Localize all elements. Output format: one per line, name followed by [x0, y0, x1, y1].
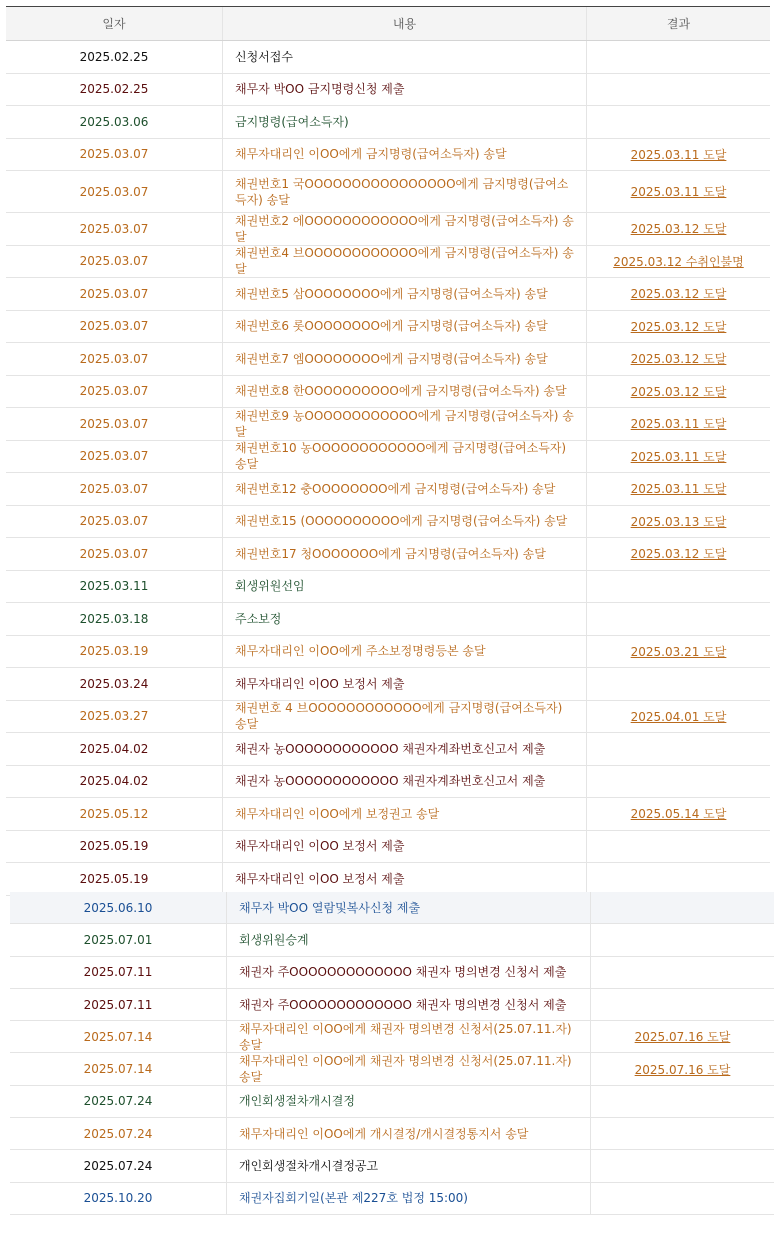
- row-date: 2025.07.14: [10, 1021, 227, 1052]
- table-row: [6, 798, 770, 831]
- row-result-cell: [591, 1118, 774, 1149]
- row-date: 2025.07.24: [10, 1118, 227, 1149]
- row-date: 2025.03.07: [6, 376, 223, 408]
- row-content: 채무자대리인 이OO 보정서 제출: [223, 831, 587, 863]
- row-date: 2025.03.07: [6, 538, 223, 570]
- row-result-cell: [591, 1183, 774, 1214]
- row-date: 2025.07.11: [10, 957, 227, 988]
- row-date: 2025.03.06: [6, 106, 223, 138]
- row-result-cell: [587, 863, 770, 895]
- row-date: 2025.03.07: [6, 473, 223, 505]
- row-date: 2025.03.11: [6, 571, 223, 603]
- table-row: [6, 246, 770, 279]
- row-result-cell: [591, 1053, 774, 1084]
- case-history-table-continued: [10, 892, 774, 1215]
- table-row: [6, 701, 770, 734]
- row-content: 채권자집회기일(본관 제227호 법정 15:00): [227, 1183, 591, 1214]
- table-row: [6, 538, 770, 571]
- row-result-link[interactable]: 2025.03.13 도달: [630, 514, 727, 529]
- case-history-table: [6, 6, 770, 896]
- table-row: [10, 1150, 774, 1182]
- row-result-link[interactable]: 2025.03.12 도달: [630, 287, 727, 302]
- row-result-cell: [587, 278, 770, 310]
- row-result-cell: [587, 106, 770, 138]
- table-row: [6, 441, 770, 474]
- table-row: [6, 831, 770, 864]
- row-content: 채권번호8 한OOOOOOOOOO에게 금지명령(급여소득자) 송달: [223, 376, 587, 408]
- row-content: 회생위원선임: [223, 571, 587, 603]
- row-result-cell: [587, 766, 770, 798]
- table-row: [6, 571, 770, 604]
- row-result-cell: [587, 139, 770, 171]
- row-date: 2025.03.07: [6, 311, 223, 343]
- table-row: [6, 343, 770, 376]
- row-date: 2025.03.07: [6, 139, 223, 171]
- row-result-link[interactable]: 2025.03.12 도달: [630, 319, 727, 334]
- row-result-link[interactable]: 2025.03.12 도달: [630, 384, 727, 399]
- row-content: 채무자대리인 이OO에게 채권자 명의변경 신청서(25.07.11.자) 송달: [227, 1021, 591, 1052]
- row-result-cell: [587, 376, 770, 408]
- row-content: 채권번호4 브OOOOOOOOOOOO에게 금지명령(급여소득자) 송달: [223, 246, 587, 278]
- row-result-cell: [587, 171, 770, 212]
- row-content: 금지명령(급여소득자): [223, 106, 587, 138]
- table-row: [6, 473, 770, 506]
- row-result-cell: [591, 957, 774, 988]
- row-result-cell: [587, 538, 770, 570]
- row-content: 채권번호17 청OOOOOOO에게 금지명령(급여소득자) 송달: [223, 538, 587, 570]
- row-date: 2025.03.18: [6, 603, 223, 635]
- table-row: [6, 41, 770, 74]
- row-content: 채무자대리인 이OO에게 보정권고 송달: [223, 798, 587, 830]
- row-result-cell: [587, 408, 770, 440]
- table-row: [6, 376, 770, 409]
- row-result-cell: [587, 441, 770, 473]
- row-content: 채무자 박OO 열람및복사신청 제출: [227, 892, 591, 923]
- row-result-cell: [591, 1021, 774, 1052]
- row-date: 2025.03.07: [6, 408, 223, 440]
- row-date: 2025.03.07: [6, 343, 223, 375]
- table-body-continued: [10, 892, 774, 1215]
- table-row: [6, 668, 770, 701]
- table-row: [10, 1086, 774, 1118]
- table-row: [10, 1021, 774, 1053]
- row-date: 2025.04.02: [6, 733, 223, 765]
- table-row: [6, 506, 770, 539]
- row-date: 2025.03.07: [6, 278, 223, 310]
- row-result-link[interactable]: 2025.03.12 수취인불명: [613, 254, 744, 269]
- row-date: 2025.03.27: [6, 701, 223, 733]
- row-result-link[interactable]: 2025.03.11 도달: [630, 185, 727, 199]
- row-result-cell: [587, 343, 770, 375]
- row-content: 신청서접수: [223, 41, 587, 73]
- row-content: 채권번호2 에OOOOOOOOOOOO에게 금지명령(급여소득자) 송달: [223, 213, 587, 245]
- row-content: 채무자대리인 이OO 보정서 제출: [223, 668, 587, 700]
- row-result-cell: [587, 311, 770, 343]
- row-content: 채무자대리인 이OO 보정서 제출: [223, 863, 587, 895]
- row-date: 2025.07.24: [10, 1086, 227, 1117]
- row-date: 2025.03.07: [6, 506, 223, 538]
- row-result-cell: [587, 798, 770, 830]
- row-result-link[interactable]: 2025.03.11 도달: [630, 147, 727, 162]
- row-result-cell: [587, 571, 770, 603]
- row-result-cell: [587, 701, 770, 733]
- row-result-cell: [587, 473, 770, 505]
- row-result-link[interactable]: 2025.04.01 도달: [630, 709, 727, 724]
- row-date: 2025.04.02: [6, 766, 223, 798]
- row-content: 채권번호1 국OOOOOOOOOOOOOOOO에게 금지명령(급여소득자) 송달: [223, 171, 587, 212]
- table-row: [6, 733, 770, 766]
- row-date: 2025.03.07: [6, 441, 223, 473]
- table-row: [10, 1183, 774, 1215]
- header-date: 일자: [6, 7, 223, 40]
- row-date: 2025.07.01: [10, 924, 227, 955]
- row-result-cell: [591, 989, 774, 1020]
- row-result-link[interactable]: 2025.03.11 도달: [630, 449, 727, 464]
- row-result-cell: [591, 924, 774, 955]
- row-result-cell: [587, 41, 770, 73]
- row-result-cell: [591, 892, 774, 923]
- row-date: 2025.06.10: [10, 892, 227, 923]
- table-row: [10, 1053, 774, 1085]
- row-result-cell: [587, 213, 770, 245]
- row-date: 2025.02.25: [6, 41, 223, 73]
- row-result-cell: [587, 733, 770, 765]
- row-result-cell: [591, 1150, 774, 1181]
- row-date: 2025.07.11: [10, 989, 227, 1020]
- table-row: [6, 636, 770, 669]
- row-content: 채권자 주OOOOOOOOOOOOO 채권자 명의변경 신청서 제출: [227, 989, 591, 1020]
- row-content: 채권자 농OOOOOOOOOOOO 채권자계좌번호신고서 제출: [223, 766, 587, 798]
- row-content: 채권자 주OOOOOOOOOOOOO 채권자 명의변경 신청서 제출: [227, 957, 591, 988]
- table-row: [6, 278, 770, 311]
- row-result-cell: [587, 506, 770, 538]
- table-row: [6, 106, 770, 139]
- row-content: 채권번호6 롯OOOOOOOO에게 금지명령(급여소득자) 송달: [223, 311, 587, 343]
- table-header: [6, 6, 770, 41]
- row-content: 채권번호 4 브OOOOOOOOOOOO에게 금지명령(급여소득자) 송달: [223, 701, 587, 733]
- header-content: 내용: [223, 7, 587, 40]
- table-row: [6, 171, 770, 213]
- row-content: 채무자 박OO 금지명령신청 제출: [223, 74, 587, 106]
- row-content: 주소보정: [223, 603, 587, 635]
- row-result-link[interactable]: 2025.03.21 도달: [630, 644, 727, 659]
- row-result-link[interactable]: 2025.03.11 도달: [630, 482, 727, 497]
- row-content: 채무자대리인 이OO에게 금지명령(급여소득자) 송달: [223, 139, 587, 171]
- row-result-link[interactable]: 2025.03.11 도달: [630, 417, 727, 432]
- row-date: 2025.10.20: [10, 1183, 227, 1214]
- row-result-cell: [587, 246, 770, 278]
- row-date: 2025.05.19: [6, 863, 223, 895]
- table-row: [6, 74, 770, 107]
- row-result-cell: [587, 74, 770, 106]
- row-content: 채권자 농OOOOOOOOOOOO 채권자계좌번호신고서 제출: [223, 733, 587, 765]
- table-row: [6, 139, 770, 172]
- row-result-cell: [587, 636, 770, 668]
- row-result-link[interactable]: 2025.07.16 도달: [634, 1062, 731, 1077]
- row-result-link[interactable]: 2025.03.12 도달: [630, 222, 727, 237]
- row-result-cell: [587, 668, 770, 700]
- row-content: 회생위원승계: [227, 924, 591, 955]
- row-date: 2025.07.24: [10, 1150, 227, 1181]
- row-date: 2025.03.24: [6, 668, 223, 700]
- row-content: 채권번호15 (OOOOOOOOOO에게 금지명령(급여소득자) 송달: [223, 506, 587, 538]
- row-content: 채무자대리인 이OO에게 개시결정/개시결정통지서 송달: [227, 1118, 591, 1149]
- row-result-link[interactable]: 2025.03.12 도달: [630, 547, 727, 562]
- row-content: 개인회생절차개시결정공고: [227, 1150, 591, 1181]
- row-result-cell: [587, 603, 770, 635]
- row-content: 채권번호7 엠OOOOOOOO에게 금지명령(급여소득자) 송달: [223, 343, 587, 375]
- row-result-cell: [587, 831, 770, 863]
- row-result-link[interactable]: 2025.03.12 도달: [630, 352, 727, 367]
- table-row: [6, 603, 770, 636]
- row-date: 2025.07.14: [10, 1053, 227, 1084]
- header-result: 결과: [666, 17, 691, 31]
- table-row: [10, 892, 774, 924]
- row-content: 채권번호5 삼OOOOOOOO에게 금지명령(급여소득자) 송달: [223, 278, 587, 310]
- row-content: 채권번호10 농OOOOOOOOOOOO에게 금지명령(급여소득자) 송달: [223, 441, 587, 473]
- row-result-link[interactable]: 2025.07.16 도달: [634, 1030, 731, 1045]
- row-content: 채무자대리인 이OO에게 채권자 명의변경 신청서(25.07.11.자) 송달: [227, 1053, 591, 1084]
- row-date: 2025.05.12: [6, 798, 223, 830]
- row-date: 2025.03.07: [6, 213, 223, 245]
- row-content: 채권번호9 농OOOOOOOOOOOO에게 금지명령(급여소득자) 송달: [223, 408, 587, 440]
- table-row: [10, 989, 774, 1021]
- row-date: 2025.03.07: [6, 171, 223, 212]
- row-content: 채권번호12 충OOOOOOOO에게 금지명령(급여소득자) 송달: [223, 473, 587, 505]
- table-row: [10, 924, 774, 956]
- row-date: 2025.02.25: [6, 74, 223, 106]
- table-row: [6, 213, 770, 246]
- table-row: [10, 957, 774, 989]
- row-date: 2025.03.07: [6, 246, 223, 278]
- row-content: 채무자대리인 이OO에게 주소보정명령등본 송달: [223, 636, 587, 668]
- table-row: [6, 408, 770, 441]
- row-result-cell: [591, 1086, 774, 1117]
- row-date: 2025.03.19: [6, 636, 223, 668]
- table-row: [10, 1118, 774, 1150]
- table-row: [6, 311, 770, 344]
- table-row: [6, 863, 770, 896]
- table-row: [6, 766, 770, 799]
- row-result-link[interactable]: 2025.05.14 도달: [630, 807, 727, 822]
- row-date: 2025.05.19: [6, 831, 223, 863]
- table-body: [6, 41, 770, 896]
- row-content: 개인회생절차개시결정: [227, 1086, 591, 1117]
